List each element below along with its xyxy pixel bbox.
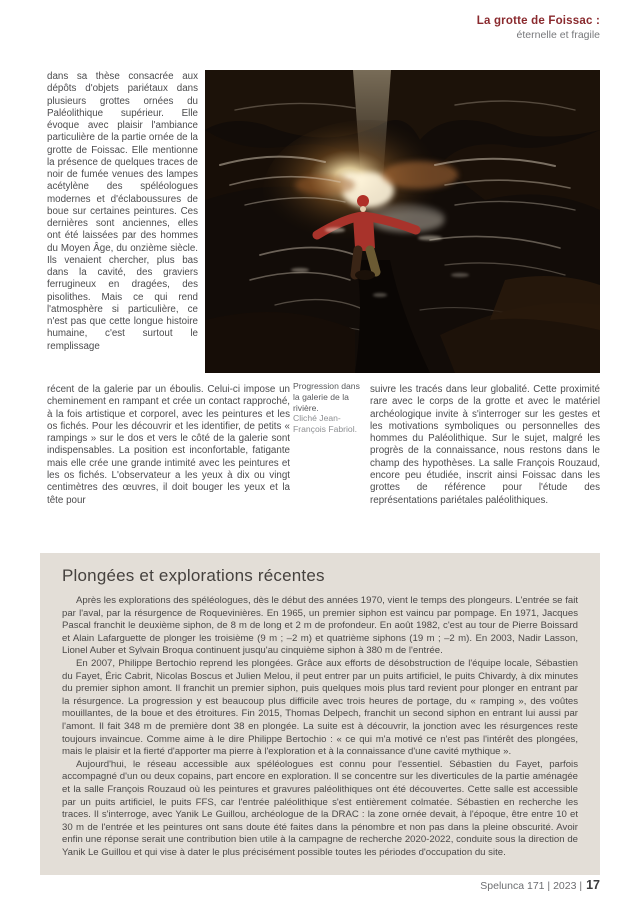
body-text-left-top: dans sa thèse consacrée aux dépôts d'objets pariétaux dans plusieurs grottes ornées du Paléolithique supérieur. Elle évoque avec plaisir l'ambiance particulière de la partie ornée de la grotte de Foissac. Elle mentionne la présence de quelques traces de noir de fumée venues des lampes acétylène des spéléologues modernes et d'éclaboussures de boue sur certaines peintures. Ces dernières sont anciennes, elles ont été laissées par des hommes du Moyen Âge, du onzième siècle. Ils venaient chercher, plus bas dans la cavité, des graviers ferrugineux en dragées, des pisolithes. Mais ce qui rend l'atmosphère si particulière, ce n'est pas que cette longue histoire humaine, c'est surtout le remplissage: [47, 71, 198, 352]
article-subtitle: éternelle et fragile: [516, 29, 600, 41]
box-paragraph-2: En 2007, Philippe Bertochio reprend les plongées. Grâce aux efforts de désobstruction de l'équipe locale, Sébastien du Fayet, Éric Cabrit, Nicolas Boscus et Julien Melou, il peut entrer par un puits artificiel, le puits Chivardy, à dix minutes du premier siphon amont. Il franchit un premier siphon, puis quelques mois plus tard revient pour plonger en entrant par la résurgence. La progression y est beaucoup plus difficile avec trois heures de portage, du « ramping », des voûtes mouillantes, de la boue et des étroitures. Fin 2015, Thomas Delpech, franchit un second siphon en entrant lui aussi par l'amont. Il fait 348 m de première dont 38 en plongée. La suite est à découvrir, la jonction avec les résurgences reste toujours invaincue. Comme aime à le dire Philippe Bertochio : « ce qui m'a motivé ce n'est pas l'intérêt des plongées, mais le plaisir et la fierté d'apporter ma pierre à l'exploration et à la connaissance d'une cavité mythique ».: [62, 657, 578, 758]
page-number: 17: [586, 878, 600, 892]
photo-caption-text: Progression dans la galerie de la rivière.: [293, 381, 360, 413]
page-header: [477, 15, 600, 41]
box-title: Plongées et explorations récentes: [62, 566, 325, 585]
photo-caption: [293, 381, 367, 435]
cave-photo: [205, 70, 600, 373]
cave-photo-illustration: [205, 70, 600, 373]
box-paragraph-3: Aujourd'hui, le réseau accessible aux spéléologues est connu pour l'essentiel. Sébastien du Fayet, parfois accompagné d'un ou deux copains, part encore en exploration. Il se concentre sur les diverticules de la partie aménagée et la salle François Rouzaud où les peintures et gravures paléolithiques ont été découvertes. Cette salle est accessible par un puits artificiel, le puits FFS, car l'entrée paléolithique s'est entièrement colmatée. Sébastien en recherche les traces. Il s'interroge, avec Yanik Le Guillou, archéologue de la DRAC : la zone ornée devait, à l'époque, être entre 10 et 30 m de l'entrée et les peintures ont sans doute été faites dans la pénombre et non pas dans la pleine obscurité. Avoir enfin une réponse serait une contribution bien utile à la campagne de recherche 2020-2022, conduite sous la direction de Yanik Le Guillou et qui vise à dater le plus précisément possible toutes les périodes d'occupation du site.: [62, 758, 578, 858]
photo-credit: Cliché Jean-François Fabriol.: [293, 413, 357, 435]
sidebar-box-plongees: [40, 553, 600, 875]
box-paragraph-1: Après les explorations des spéléologues, dès le début des années 1970, vient le temps des plongeurs. L'entrée se fait par l'aval, par la résurgence de Roquevinières. En 1965, un premier siphon est vaincu par pompage. En 1971, Jacques Pascal franchit le deuxième siphon, de 8 m de long et 2 m de profondeur. En août 1982, c'est au tour de Pierre Boissard et Alain Lafarguette de plonger les troisième (9 m ; –2 m) et quatrième siphons (19 m ; –2 m). En 2003, Nadir Lasson, Lionel Auber et Sylvain Broqua continuent jusqu'au cinquième siphon à 380 m de l'entrée.: [62, 595, 578, 657]
journal-issue: Spelunca 171 | 2023 |: [480, 880, 583, 892]
page-footer: [480, 878, 600, 892]
article-title: La grotte de Foissac :: [476, 15, 600, 27]
body-text-right: suivre les tracés dans leur globalité. Cette proximité rare avec le corps de la grotte et avec le matériel archéologique invite à s'interroger sur les gestes et les motivations symboliques ou personnelles des hommes du Paléolithique. Sur le sujet, malgré les progrès de la connaissance, nous restons dans le champ des hypothèses. La salle François Rouzaud, encore peu étudiée, inscrit ainsi Foissac dans les grottes de référence pour l'étude des représentations pariétales paléolithiques.: [370, 384, 600, 506]
body-text-left-bottom: récent de la galerie par un éboulis. Celui-ci impose un cheminement en rampant et crée un contact rapproché, à la fois artistique et corporel, avec les peintures et les os fichés. Pour les découvrir et les identifier, de petits « rampings » sur le dos et vers le côté de la galerie sont indispensables. La position est inconfortable, fatigante mais elle crée une grande intimité avec les peintures et les os fichés. L'observateur a les yeux à dix ou vingt centimètres des œuvres, il doit bouger les yeux et la tête pour: [47, 384, 290, 506]
